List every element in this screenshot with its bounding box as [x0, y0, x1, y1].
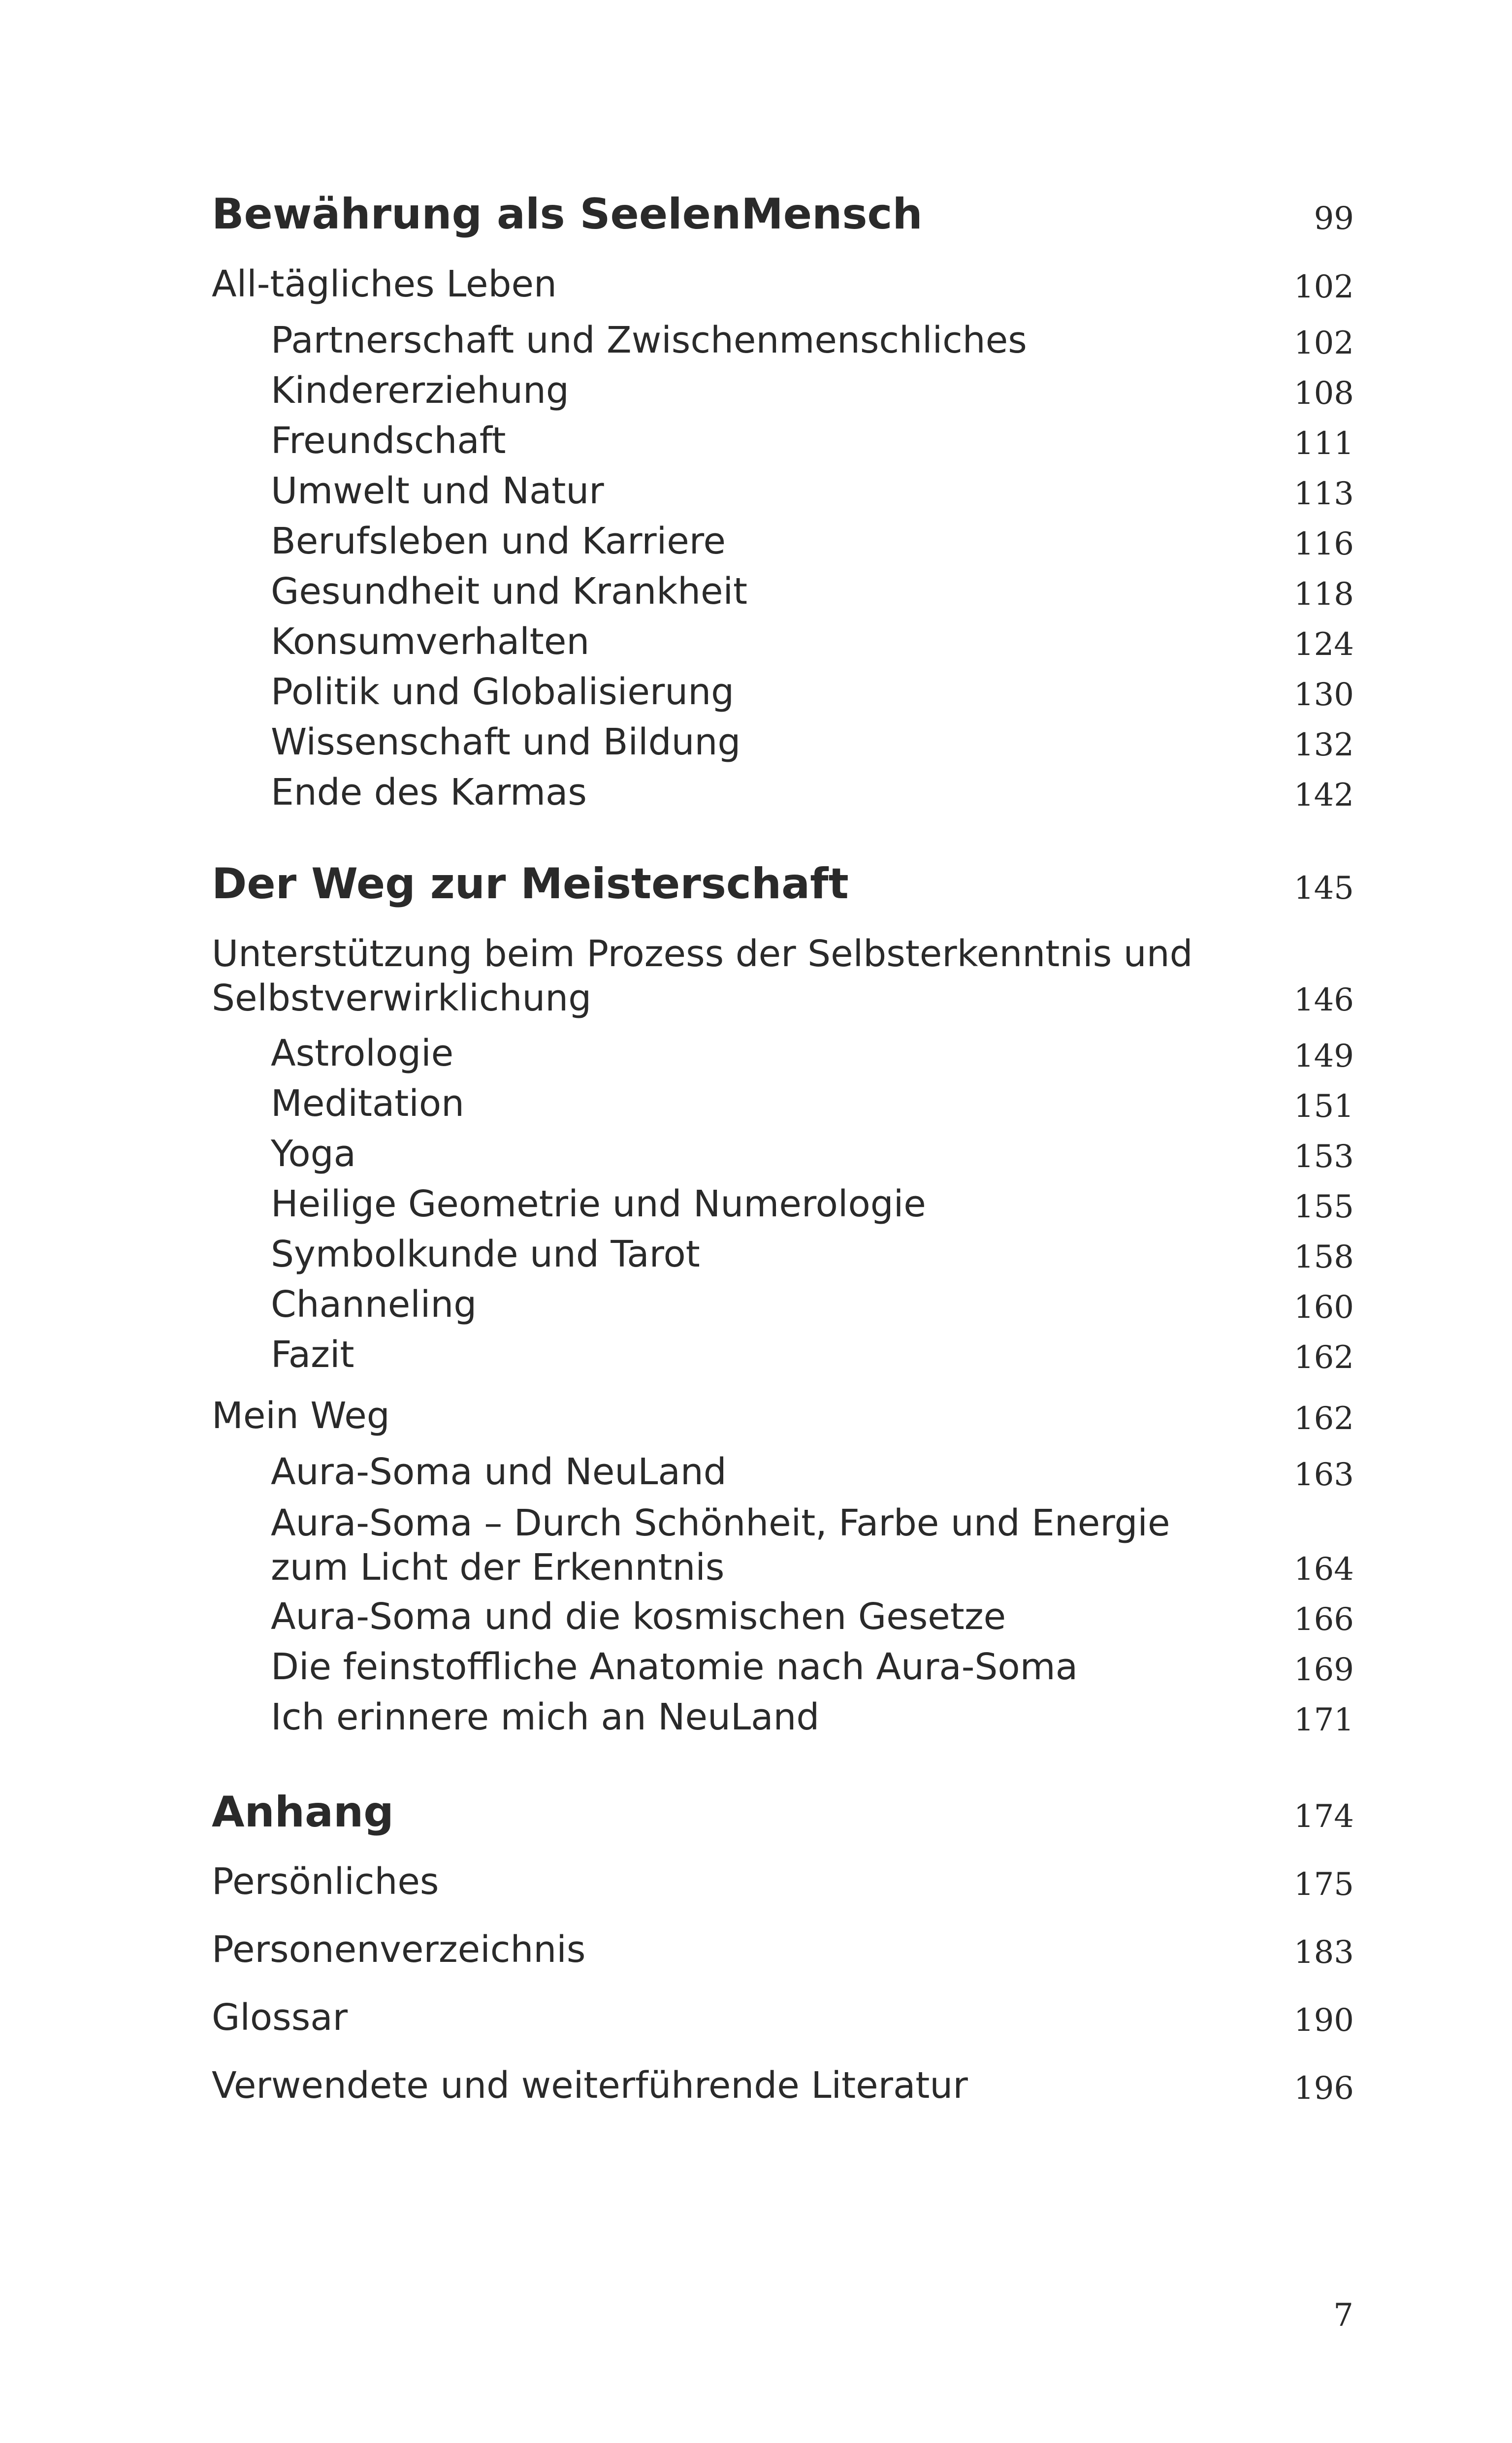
toc-page-number: 149: [1293, 1038, 1354, 1075]
toc-title: Ende des Karmas: [271, 771, 587, 814]
toc-title: Glossar: [212, 1996, 348, 2039]
toc-page-number: 183: [1293, 1934, 1354, 1971]
toc-page-number: 124: [1293, 626, 1354, 663]
toc-page-number: 158: [1293, 1239, 1354, 1275]
page-number: 7: [1333, 2297, 1353, 2334]
toc-page-number: 153: [1293, 1139, 1354, 1175]
toc-title: Gesundheit und Krankheit: [271, 570, 748, 613]
toc-title: Partnerschaft und Zwischenmenschliches: [271, 319, 1027, 361]
toc-page-number: 163: [1293, 1457, 1354, 1493]
toc-page-number: 130: [1293, 677, 1354, 713]
toc-title: Berufsleben und Karriere: [271, 520, 726, 562]
toc-title: Kindererziehung: [271, 369, 569, 412]
toc-title: Channeling: [271, 1283, 477, 1326]
toc-title: Der Weg zur Meisterschaft: [212, 859, 849, 909]
toc-page-number: 162: [1293, 1339, 1354, 1376]
toc-title: Astrologie: [271, 1032, 454, 1075]
toc-page-number: 145: [1293, 870, 1354, 907]
toc-page-number: 160: [1293, 1289, 1354, 1326]
toc-title: Wissenschaft und Bildung: [271, 721, 741, 763]
toc-page-number: 174: [1293, 1798, 1354, 1835]
toc-title: Anhang: [212, 1788, 394, 1837]
toc-title: Die feinstoffliche Anatomie nach Aura-Soma: [271, 1646, 1078, 1688]
toc-page-number: 132: [1293, 727, 1354, 763]
toc-title: Aura-Soma und NeuLand: [271, 1451, 727, 1493]
toc-title: Yoga: [271, 1133, 356, 1175]
toc-page-number: 108: [1293, 375, 1354, 412]
toc-page-number: 142: [1293, 777, 1354, 814]
toc-title-line: Unterstützung beim Prozess der Selbsterkenntnis und: [212, 933, 1193, 975]
toc-page-number: 118: [1293, 576, 1354, 613]
toc-page-number: 196: [1293, 2070, 1354, 2107]
toc-page-number: 116: [1293, 526, 1354, 562]
toc-page-number: 162: [1293, 1401, 1354, 1437]
toc-title: Ich erinnere mich an NeuLand: [271, 1696, 820, 1738]
toc-page-number: 111: [1293, 425, 1354, 462]
toc-title: Fazit: [271, 1334, 354, 1376]
toc-title-line: Selbstverwirklichung: [212, 977, 592, 1019]
toc-page-number: 99: [1314, 200, 1354, 237]
toc-title: Bewährung als SeelenMensch: [212, 190, 923, 239]
toc-title-line: Aura-Soma – Durch Schönheit, Farbe und Energie: [271, 1502, 1170, 1544]
toc-title: Mein Weg: [212, 1395, 390, 1437]
toc-title: Heilige Geometrie und Numerologie: [271, 1183, 926, 1225]
toc-title: Aura-Soma und die kosmischen Gesetze: [271, 1596, 1006, 1638]
toc-page-number: 175: [1293, 1866, 1354, 1903]
toc-page-number: 146: [1293, 982, 1354, 1018]
toc-page-number: 113: [1293, 476, 1354, 512]
table-of-contents: [212, 0, 1354, 2443]
toc-page-number: 166: [1293, 1601, 1354, 1638]
toc-page-number: 190: [1293, 2002, 1354, 2039]
toc-page-number: 155: [1293, 1189, 1354, 1225]
toc-title: Freundschaft: [271, 420, 506, 462]
toc-title: Symbolkunde und Tarot: [271, 1233, 700, 1275]
toc-title: Verwendete und weiterführende Literatur: [212, 2064, 968, 2107]
toc-title: Konsumverhalten: [271, 620, 590, 663]
toc-page-number: 102: [1293, 269, 1354, 305]
toc-page-number: 102: [1293, 325, 1354, 361]
toc-title: Persönliches: [212, 1860, 439, 1903]
toc-title: Politik und Globalisierung: [271, 671, 735, 713]
toc-page-number: 171: [1293, 1702, 1354, 1738]
toc-title: Personenverzeichnis: [212, 1928, 586, 1971]
toc-title-line: zum Licht der Erkenntnis: [271, 1546, 725, 1589]
toc-title: Meditation: [271, 1082, 465, 1125]
toc-page-number: 164: [1293, 1551, 1354, 1588]
toc-title: Umwelt und Natur: [271, 470, 604, 512]
toc-page-number: 169: [1293, 1652, 1354, 1688]
toc-title: All-tägliches Leben: [212, 263, 557, 305]
toc-page-number: 151: [1293, 1088, 1354, 1125]
